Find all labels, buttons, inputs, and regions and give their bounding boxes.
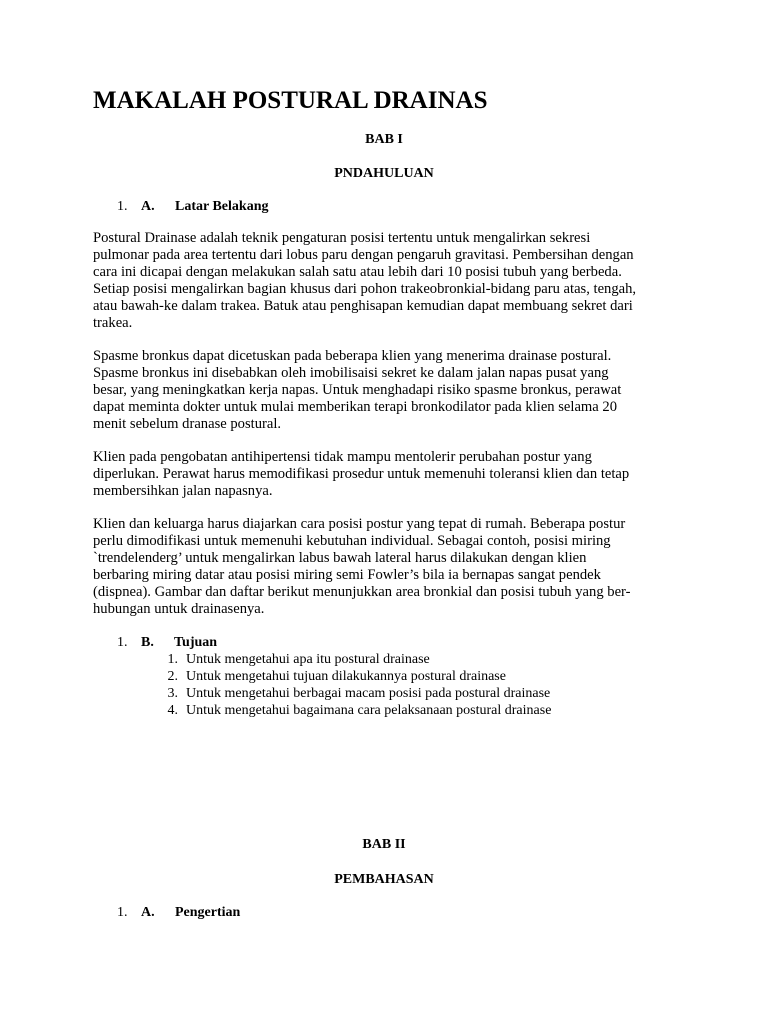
paragraph-line: Setiap posisi mengalirkan bagian khusus dari pohon trakeobronkial-bidang paru atas, tengah, [93, 281, 637, 297]
paragraph-line: Spasme bronkus dapat dicetuskan pada beberapa klien yang menerima drainase postural. [93, 348, 612, 364]
section-letter: A. [141, 199, 155, 214]
section-label: Pengertian [175, 905, 241, 920]
section-number: 1. [117, 635, 128, 650]
paragraph-3 [93, 449, 683, 500]
list-item-number: 4. [167, 703, 178, 718]
section-number: 1. [117, 199, 128, 214]
paragraph-line: Klien dan keluarga harus diajarkan cara posisi postur yang tepat di rumah. Beberapa postur [93, 516, 626, 532]
paragraph-line: perlu dimodifikasi untuk memenuhi kebutuhan individual. Sebagai contoh, posisi miring [93, 533, 611, 549]
paragraph-line: cara ini dicapai dengan melakukan salah satu atau lebih dari 10 posisi tubuh yang berbeda. [93, 264, 622, 280]
section-label: Tujuan [174, 635, 218, 650]
paragraph-2 [93, 348, 683, 433]
list-item-number: 1. [167, 652, 178, 667]
chapter-1-name: PNDAHULUAN [334, 166, 434, 181]
paragraph-line: membersihkan jalan napasnya. [93, 483, 273, 499]
paragraph-line: hubungan untuk drainasenya. [93, 601, 265, 617]
paragraph-line: berbaring miring datar atau posisi miring semi Fowler’s bila ia bernapas sangat pendek [93, 567, 601, 583]
list-item-text: Untuk mengetahui tujuan dilakukannya postural drainase [186, 669, 506, 684]
chapter-2-name: PEMBAHASAN [334, 872, 434, 887]
chapter-1-label: BAB I [365, 132, 403, 147]
paragraph-1 [93, 230, 683, 332]
list-item-text: Untuk mengetahui bagaimana cara pelaksanaan postural drainase [186, 703, 552, 718]
paragraph-line: diperlukan. Perawat harus memodifikasi prosedur untuk memenuhi toleransi klien dan tetap [93, 466, 630, 482]
list-item-number: 2. [167, 669, 178, 684]
section-letter: A. [141, 905, 155, 920]
paragraph-line: Postural Drainase adalah teknik pengaturan posisi tertentu untuk mengalirkan sekresi [93, 230, 591, 246]
section-label: Latar Belakang [175, 199, 269, 214]
paragraph-line: `trendelenderg’ untuk mengalirkan labus bawah lateral harus dilakukan dengan klien [93, 550, 587, 566]
section-number: 1. [117, 905, 128, 920]
paragraph-line: dapat meminta dokter untuk mulai memberikan terapi bronkodilator pada klien selama 20 [93, 399, 617, 415]
paragraph-line: (dispnea). Gambar dan daftar berikut menunjukkan area bronkial dan posisi tubuh yang ber- [93, 584, 631, 600]
document-title: MAKALAH POSTURAL DRAINAS [93, 87, 488, 114]
section-letter: B. [141, 635, 154, 650]
list-item-text: Untuk mengetahui apa itu postural drainase [186, 652, 430, 667]
list-item-number: 3. [167, 686, 178, 701]
paragraph-line: Klien pada pengobatan antihipertensi tidak mampu mentolerir perubahan postur yang [93, 449, 592, 465]
chapter-2-label: BAB II [362, 837, 406, 852]
list-item-text: Untuk mengetahui berbagai macam posisi pada postural drainase [186, 686, 551, 701]
paragraph-line: trakea. [93, 315, 133, 331]
paragraph-line: atau bawah-ke dalam trakea. Batuk atau penghisapan kemudian dapat membuang sekret dari [93, 298, 633, 314]
paragraph-line: menit sebelum dranase postural. [93, 416, 282, 432]
paragraph-line: pulmonar pada area tertentu dari lobus paru dengan pengaruh gravitasi. Pembersihan dengan [93, 247, 634, 263]
paragraph-line: besar, yang meningkatkan kerja napas. Untuk menghadapi risiko spasme bronkus, perawat [93, 382, 622, 398]
paragraph-line: Spasme bronkus ini disebabkan oleh imobilisaisi sekret ke dalam jalan napas pusat yang [93, 365, 609, 381]
paragraph-4 [93, 516, 683, 618]
